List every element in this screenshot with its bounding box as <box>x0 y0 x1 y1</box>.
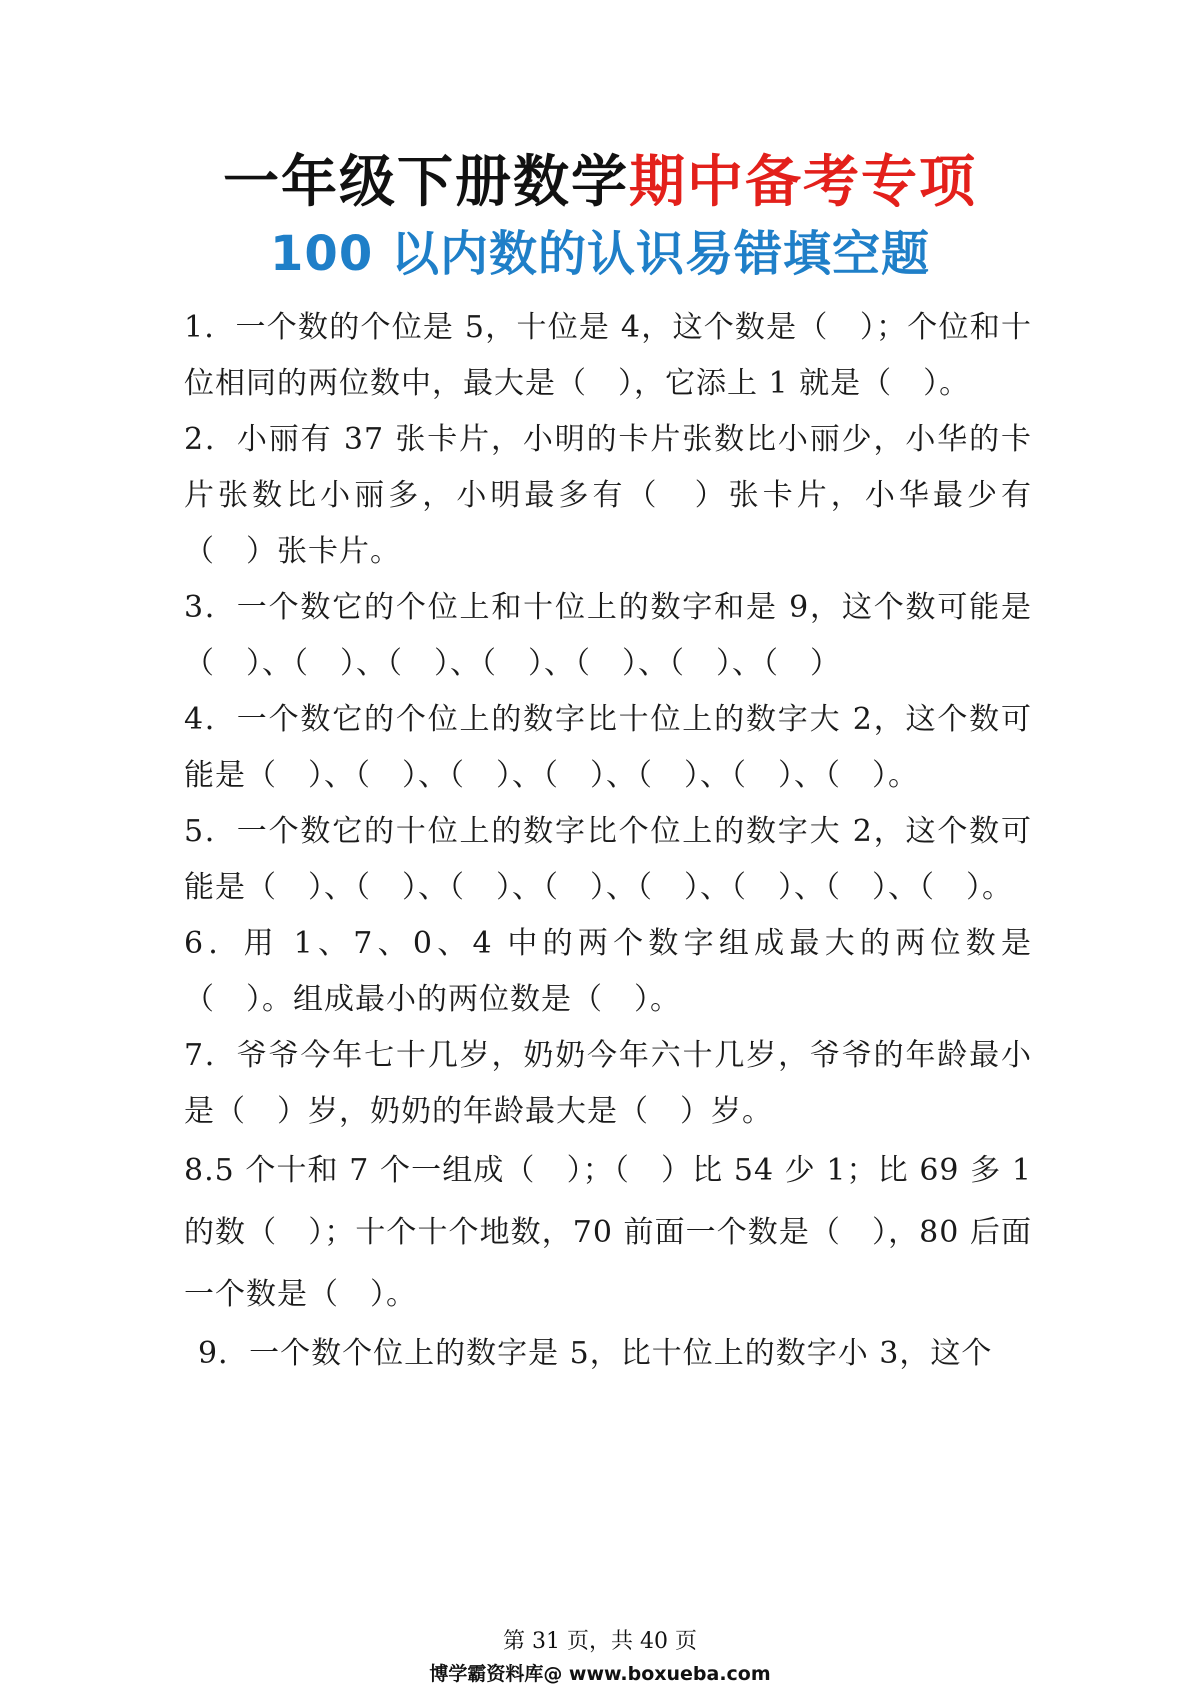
question-8: 8.5 个十和 7 个一组成（ ）；（ ）比 54 少 1；比 69 多 1 的数（ ）；十个十个地数，70 前面一个数是（ ），80 后面一个数是（ ）。 <box>184 1153 1032 1312</box>
question-2: 2．小丽有 37 张卡片，小明的卡片张数比小丽少，小华的卡片张数比小丽多，小明最多有（ ）张卡片，小华最少有（ ）张卡片。 <box>184 422 1032 569</box>
question-1: 1．一个数的个位是 5，十位是 4，这个数是（ ）；个位和十位相同的两位数中，最大是（ ），它添上 1 就是（ ）。 <box>184 310 1032 401</box>
question-list <box>184 300 1032 1382</box>
question-5: 5．一个数它的十位上的数字比个位上的数字大 2，这个数可能是（ ）、（ ）、（ ）、（ ）、（ ）、（ ）、（ ）、（ ）。 <box>184 814 1032 905</box>
footer-brand: 博学霸资料库@ www.boxueba.com <box>429 1663 771 1685</box>
page-title <box>0 148 1200 218</box>
question-9: 9．一个数个位上的数字是 5，比十位上的数字小 3，这个 <box>198 1336 993 1371</box>
question-3: 3．一个数它的个位上和十位上的数字和是 9，这个数可能是（ ）、（ ）、（ ）、（ ）、（ ）、（ ）、（ ） <box>184 590 1032 681</box>
title-grade-subject: 一年级下册数学 <box>223 150 629 215</box>
title-exam-topic: 期中备考专项 <box>629 150 977 215</box>
page-subtitle: 100 以内数的认识易错填空题 <box>270 226 930 282</box>
question-4: 4．一个数它的个位上的数字比十位上的数字大 2，这个数可能是（ ）、（ ）、（ ）、（ ）、（ ）、（ ）、（ ）。 <box>184 702 1032 793</box>
question-7: 7．爷爷今年七十几岁，奶奶今年六十几岁，爷爷的年龄最小是（ ）岁，奶奶的年龄最大是（ ）岁。 <box>184 1038 1032 1129</box>
question-6: 6．用 1、7、0、4 中的两个数字组成最大的两位数是（ ）。组成最小的两位数是（ ）。 <box>184 926 1032 1017</box>
page-number: 第 31 页，共 40 页 <box>503 1629 697 1654</box>
